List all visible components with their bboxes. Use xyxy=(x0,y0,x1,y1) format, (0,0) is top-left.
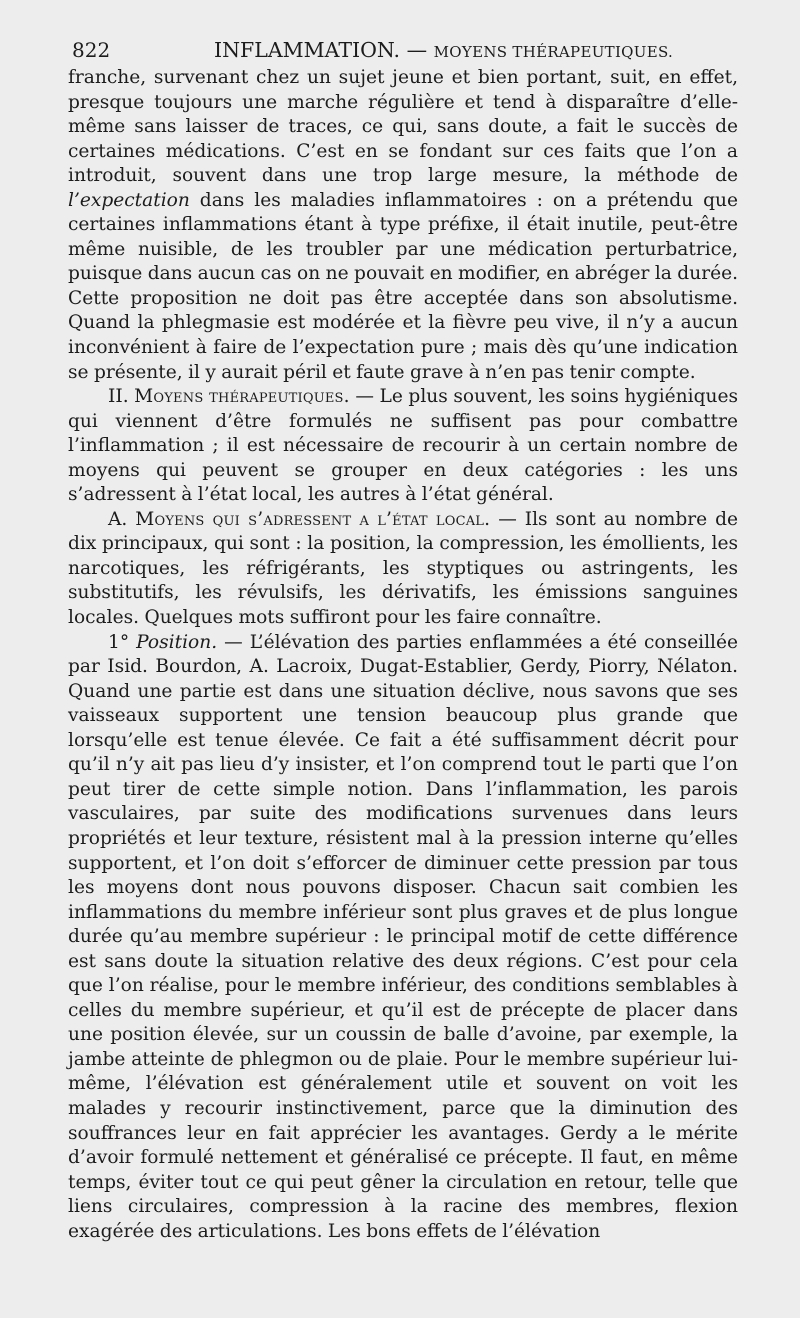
running-header xyxy=(68,34,738,66)
section-subtitle: MOYENS THÉRAPEUTIQUES. xyxy=(433,43,674,61)
running-title xyxy=(214,34,673,68)
section-numeral: II. xyxy=(108,386,135,408)
paragraph-etat-local: A. Moyens qui s’adressent a l’état local. — Ils sont au nombre de dix principaux, qui sont : la position, la compression, les émollients, les narcotiques, les réfrigérants, les styptiques ou astringents, les substitutifs, les révulsifs, les dérivatifs, les émissions sanguines locales. Quelques mots suffiront pour les faire connaître. xyxy=(68,508,739,629)
item-heading-position: Position. xyxy=(136,631,218,653)
section-heading-moyens: Moyens thérapeutiques. xyxy=(134,386,350,408)
body-text xyxy=(68,66,738,1244)
paragraph-expectation: franche, survenant chez un sujet jeune et bien portant, suit, en effet, presque toujours une marche régulière et tend à disparaître d’elle-même sans laisser de traces, ce qui, sans doute, a fait le succès de certaines médications. C’est en se fondant sur ces faits que l’on a introduit, souvent dans une trop large mesure, la méthode de l’expectation dans les maladies inflammatoires : on a prétendu que certaines inflammations étant à type préfixe, il était inutile, peut-être même nuisible, de les troubler par une médication perturbatrice, puisque dans aucun cas on ne pouvait en modifier, en abréger la durée. Cette proposition ne doit pas être acceptée dans son absolutisme. Quand la phlegmasie est modérée et la fièvre peu vive, il n’y a aucun inconvénient à faire de l’expectation pure ; mais dès qu’une indication se présente, il y aurait péril et faute grave à n’en pas tenir compte. xyxy=(68,67,738,383)
page-number: 822 xyxy=(72,38,111,62)
item-number: 1° xyxy=(108,631,137,653)
chapter-title: INFLAMMATION. xyxy=(214,38,401,62)
emphasis-expectation: l’expectation xyxy=(68,189,190,211)
subsection-letter: A. xyxy=(108,508,136,530)
paragraph-position: 1° Position. — L’élévation des parties enflammées a été conseillée par Isid. Bourdon, A. Lacroix, Dugat-Establier, Gerdy, Piorry, Nélaton. Quand une partie est dans une situation déclive, nous savons que ses vaisseaux supportent une tension beaucoup plus grande que lorsqu’elle est tenue élevée. Ce fait a été suffisamment décrit pour qu’il n’y ait pas lieu d’y insister, et l’on comprend tout le parti que l’on peut tirer de cette simple notion. Dans l’inflammation, les parois vasculaires, par suite des modifications survenues dans leurs propriétés et leur texture, résistent mal à la pression interne qu’elles supportent, et l’on doit s’efforcer de diminuer cette pression par tous les moyens dont nous pouvons disposer. Chacun sait combien les inflammations du membre inférieur sont plus graves et de plus longue durée qu’au membre supérieur : le principal motif de cette différence est sans doute la situation relative des deux régions. C’est pour cela que l’on réalise, pour le membre inférieur, des conditions semblables à celles du membre supérieur, et qu’il est de précepte de placer dans une position élevée, sur un coussin de balle d’avoine, par exemple, la jambe atteinte de phlegmon ou de plaie. Pour le membre supérieur lui-même, l’élévation est généralement utile et souvent on voit les malades y recourir instinctivement, parce que la diminution des souffrances leur en fait apprécier les avantages. Gerdy a le mérite d’avoir formulé nettement et généralisé ce précepte. Il faut, en même temps, éviter tout ce qui peut gêner la circulation en retour, telle que liens circulaires, compression à la racine des membres, flexion exagérée des articulations. Les bons effets de l’élévation xyxy=(68,631,739,1242)
subsection-heading-etat-local: Moyens qui s’adressent a l’état local. xyxy=(135,508,491,530)
paragraph-moyens-therapeutiques: II. Moyens thérapeutiques. — Le plus souvent, les soins hygiéniques qui viennent d’être formulés ne suffisent pas pour combattre l’inflammation ; il est nécessaire de recourir à un certain nombre de moyens qui peuvent se grouper en deux catégories : les uns s’adressent à l’état local, les autres à l’état général. xyxy=(68,386,738,506)
title-dash: — xyxy=(400,38,434,62)
